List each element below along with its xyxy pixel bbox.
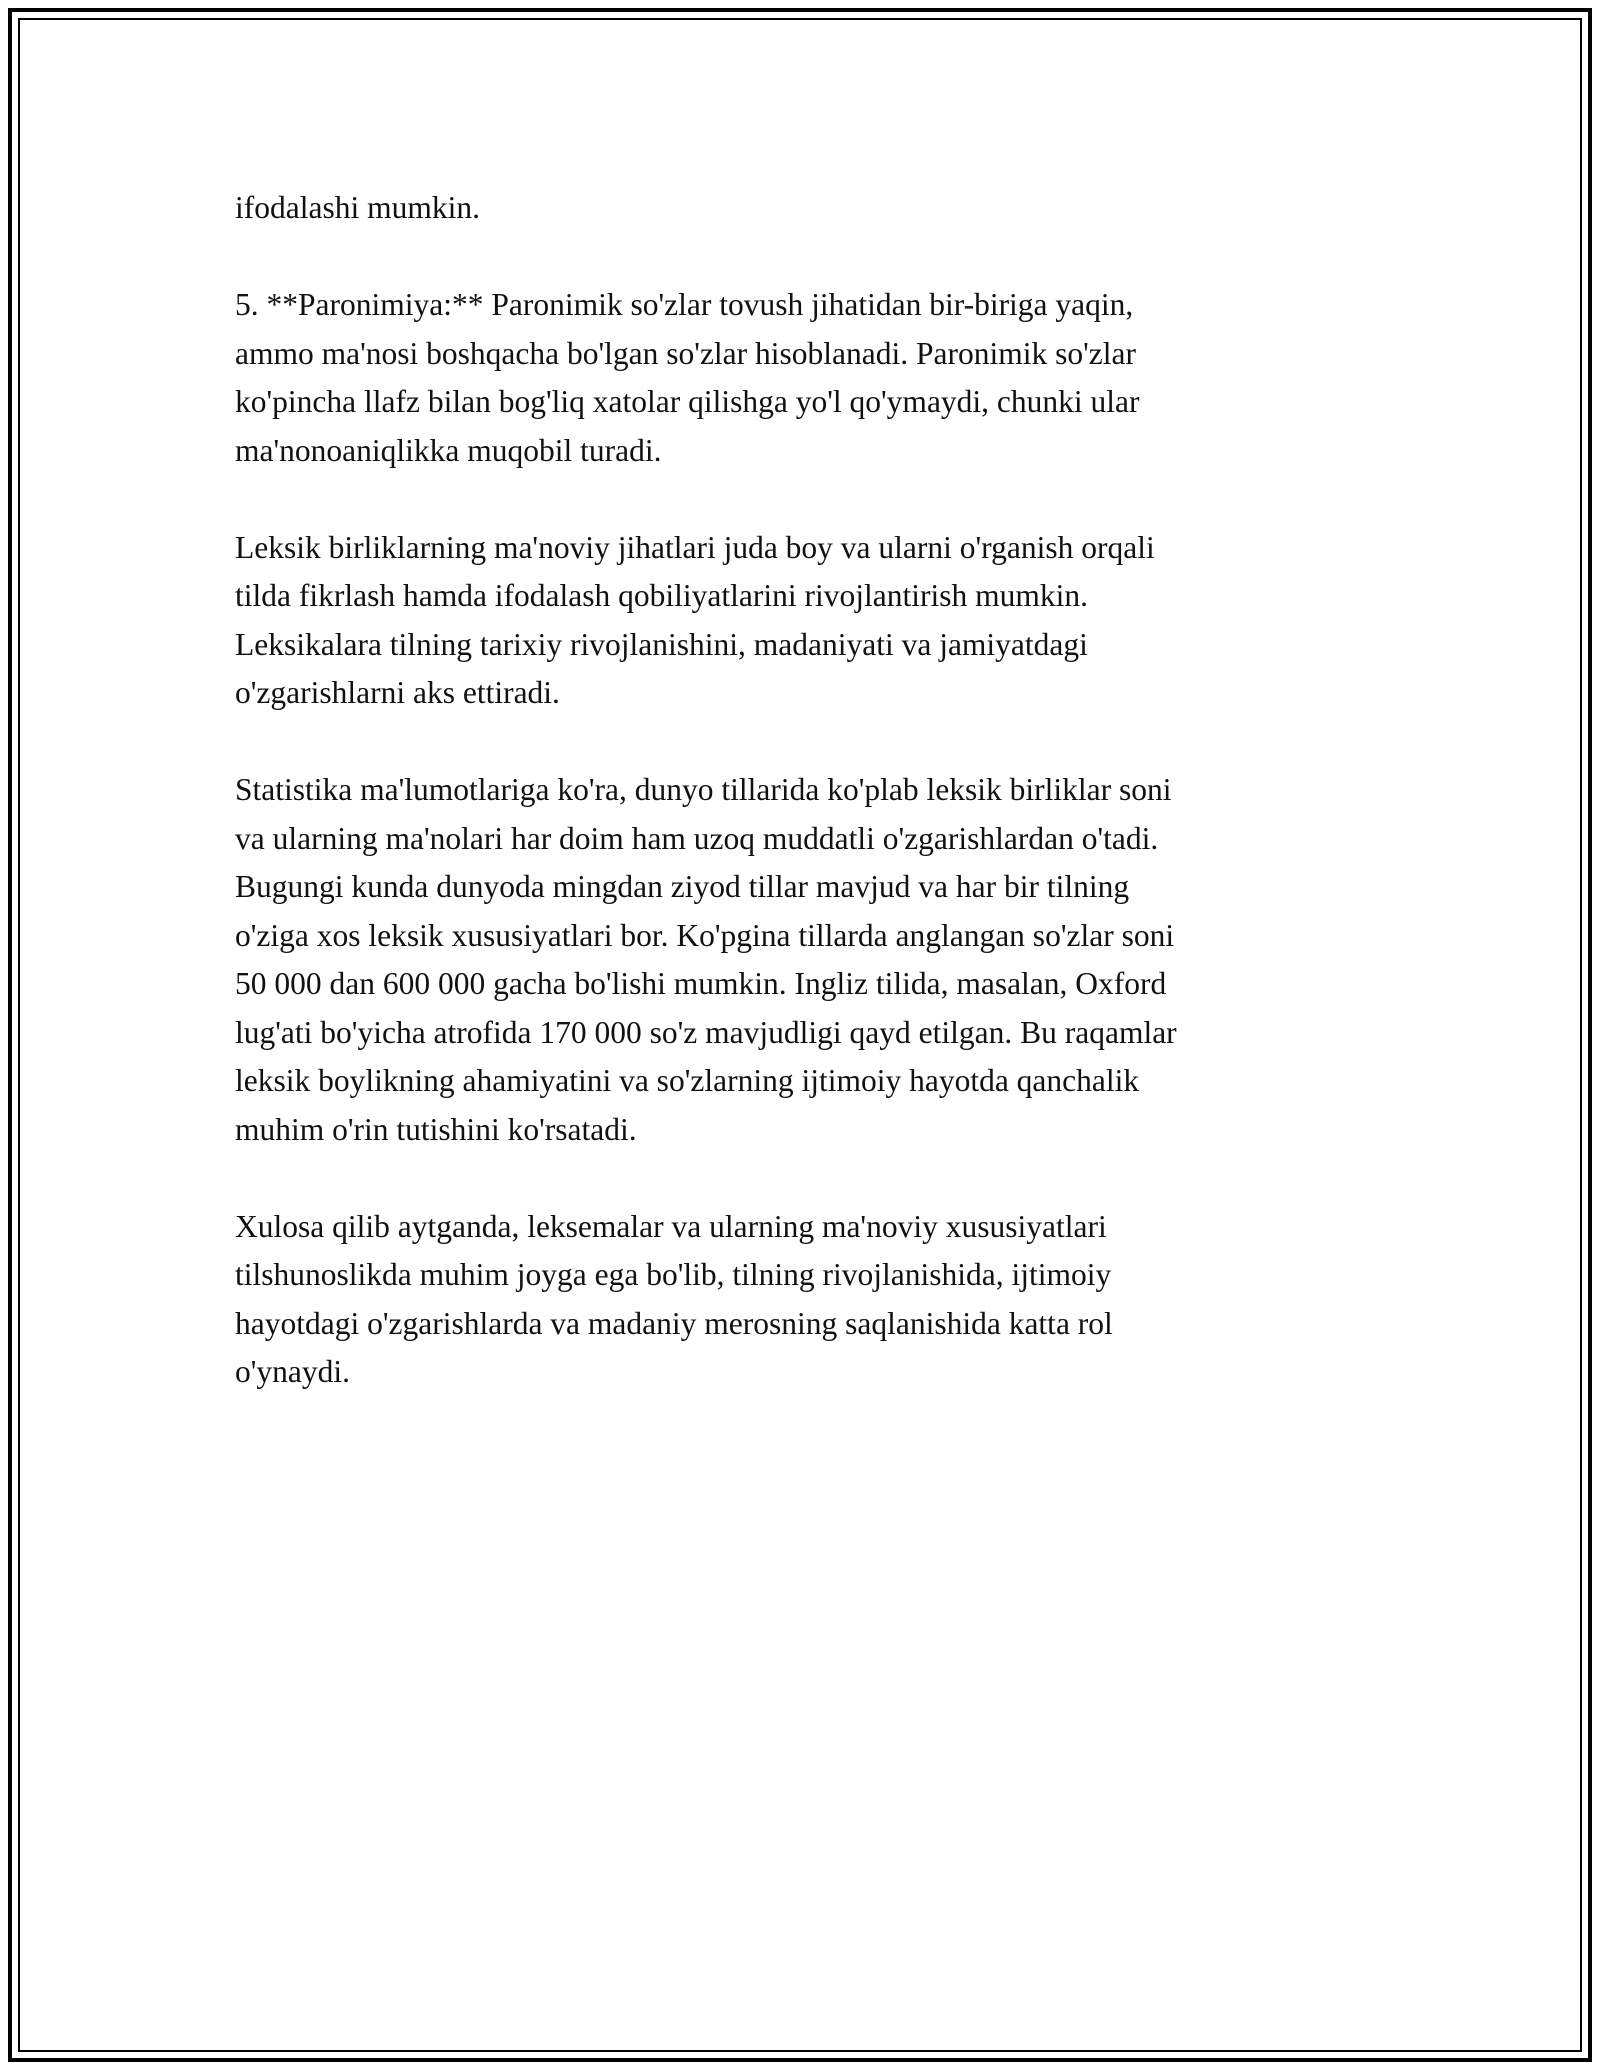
paragraph-xulosa: Xulosa qilib aytganda, leksemalar va ularning ma'noviy xususiyatlari tilshunoslikda muhim joyga ega bo'lib, tilning rivojlanishida, ijtimoiy hayotdagi o'zgarishlarda va madaniy merosning saqlanishida katta rol o'ynaydi. bbox=[235, 1208, 1113, 1389]
paragraph-continuation: ifodalashi mumkin. bbox=[235, 190, 480, 225]
paragraph-leksik-birliklar: Leksik birliklarning ma'noviy jihatlari juda boy va ularni o'rganish orqali tilda fikrlash hamda ifodalash qobiliyatlarini rivojlantirish mumkin. Leksikalara tilning tarixiy rivojlanishini, madaniyati va jamiyatdagi o'zgarishlarni aks ettiradi. bbox=[235, 529, 1155, 710]
paragraph-paronimiya: 5. **Paronimiya:** Paronimik so'zlar tovush jihatidan bir-biriga yaqin, ammo ma'nosi boshqacha bo'lgan so'zlar hisoblanadi. Paronimik so'zlar ko'pincha llafz bilan bog'liq xatolar qilishga yo'l qo'ymaydi, chunki ular ma'nonoaniqlikka muqobil turadi. bbox=[235, 287, 1140, 468]
page-body bbox=[235, 184, 1365, 1445]
paragraph-statistika: Statistika ma'lumotlariga ko'ra, dunyo tillarida ko'plab leksik birliklar soni va ularning ma'nolari har doim ham uzoq muddatli o'zgarishlardan o'tadi. Bugungi kunda dunyoda mingdan ziyod tillar mavjud va har bir tilning o'ziga xos leksik xususiyatlari bor. Ko'pgina tillarda anglangan so'zlar soni 50 000 dan 600 000 gacha bo'lishi mumkin. Ingliz tilida, masalan, Oxford lug'ati bo'yicha atrofida 170 000 so'z mavjudligi qayd etilgan. Bu raqamlar leksik boylikning ahamiyatini va so'zlarning ijtimoiy hayotda qanchalik muhim o'rin tutishini ko'rsatadi. bbox=[235, 772, 1177, 1147]
